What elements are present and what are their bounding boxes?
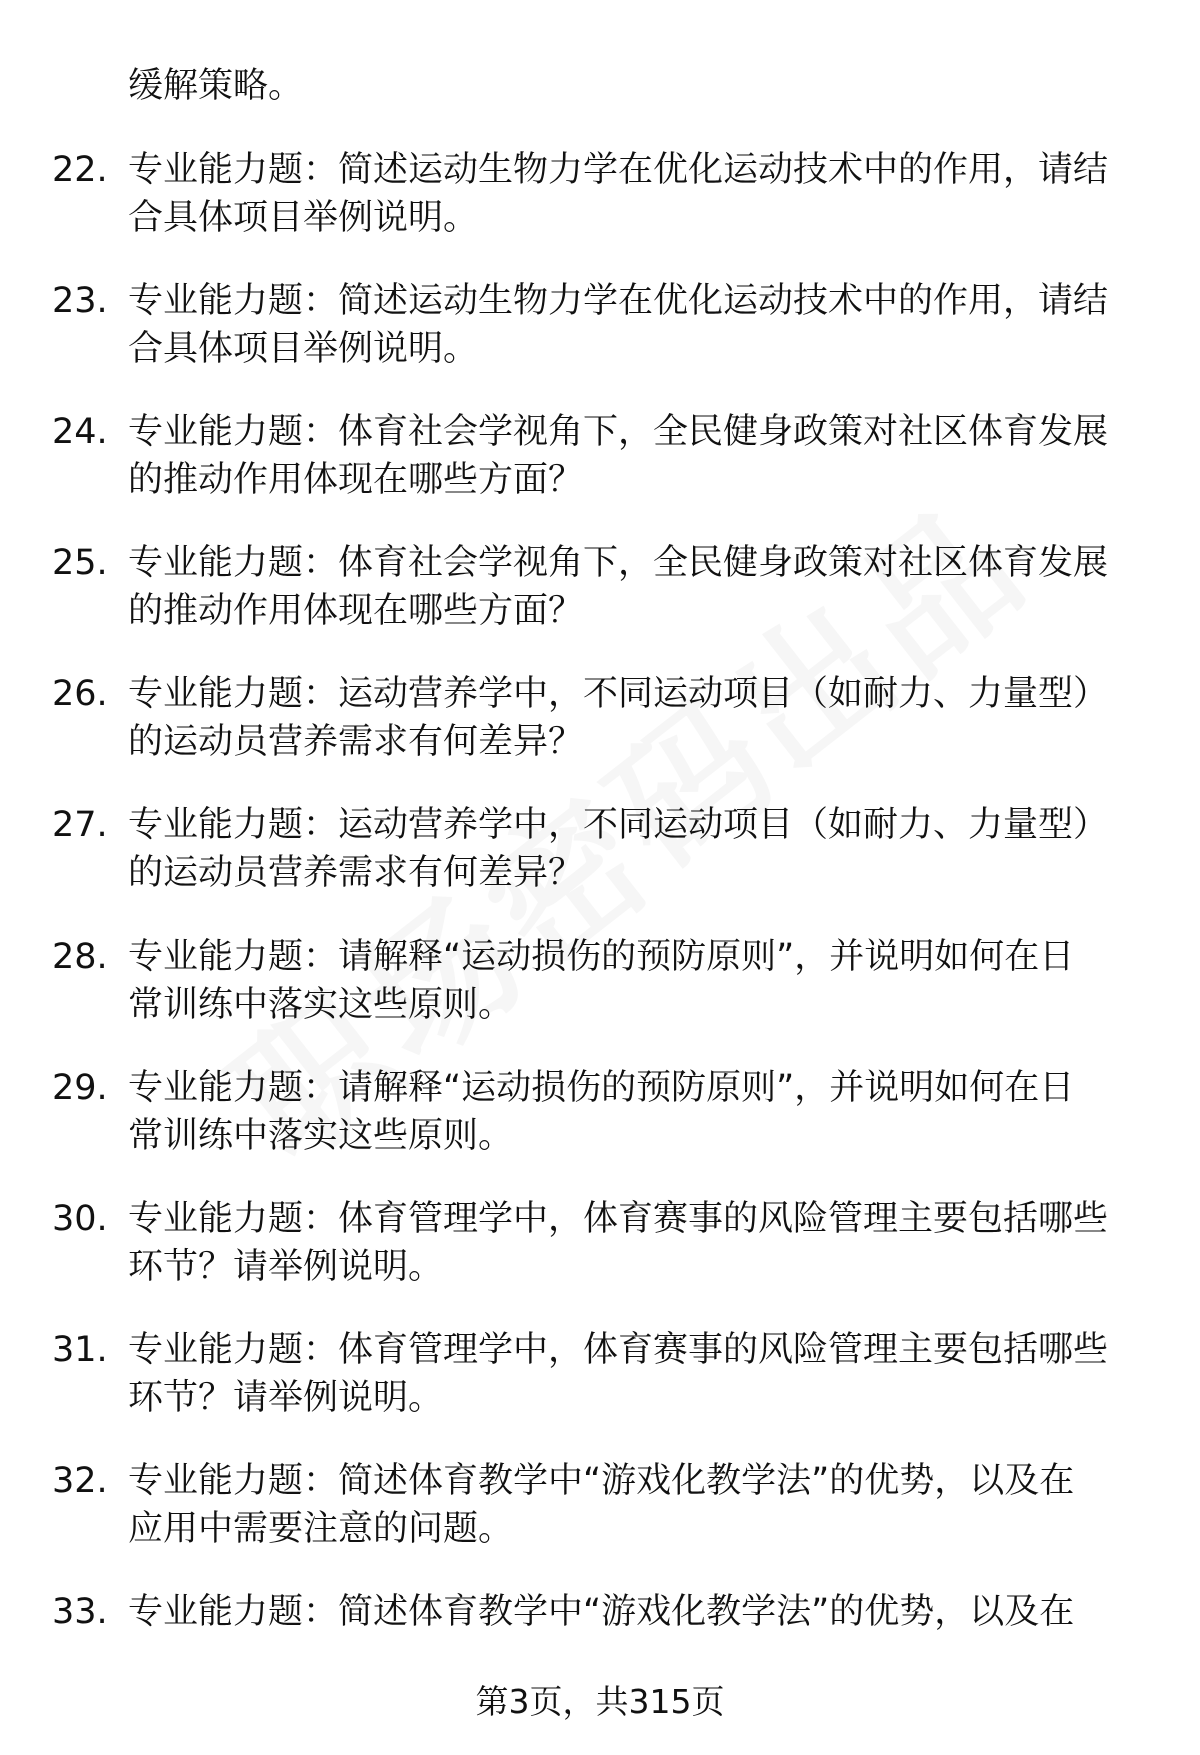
question-text [128, 408, 1138, 504]
question-number: 32. [52, 1460, 108, 1501]
question-item [0, 801, 1200, 932]
question-item [0, 146, 1200, 277]
question-item [0, 539, 1200, 670]
question-line: 专业能力题：简述体育教学中“游戏化教学法”的优势，以及在 [128, 1460, 1075, 1501]
question-number: 30. [52, 1198, 108, 1239]
question-line: 环节？请举例说明。 [128, 1377, 444, 1418]
continuation-text: 缓解策略。 [128, 66, 304, 106]
question-line: 专业能力题：运动营养学中，不同运动项目（如耐力、力量型） [128, 805, 1109, 846]
question-number: 31. [52, 1329, 108, 1370]
question-item [0, 1457, 1200, 1588]
question-item [0, 1195, 1200, 1326]
question-list [0, 146, 1200, 1719]
question-line: 合具体项目举例说明。 [128, 198, 479, 238]
question-item [0, 1064, 1200, 1195]
question-line: 专业能力题：体育社会学视角下，全民健身政策对社区体育发展 [128, 412, 1109, 453]
question-item [0, 408, 1200, 539]
question-text [128, 1064, 1138, 1160]
question-number: 24. [52, 412, 108, 453]
question-text [128, 1588, 1138, 1636]
question-item [0, 933, 1200, 1064]
question-number: 33. [52, 1592, 108, 1633]
question-text [128, 277, 1138, 373]
question-item [0, 1326, 1200, 1457]
question-text [128, 146, 1138, 242]
question-line: 常训练中落实这些原则。 [128, 1115, 514, 1156]
question-line: 专业能力题：请解释“运动损伤的预防原则”，并说明如何在日 [128, 936, 1075, 977]
question-line: 的运动员营养需求有何差异？ [128, 722, 584, 763]
question-text [128, 801, 1138, 897]
question-line: 的推动作用体现在哪些方面？ [128, 460, 584, 501]
question-number: 27. [52, 805, 108, 846]
question-line: 专业能力题：体育管理学中，体育赛事的风险管理主要包括哪些 [128, 1198, 1109, 1239]
question-line: 专业能力题：体育社会学视角下，全民健身政策对社区体育发展 [128, 543, 1109, 584]
question-line: 环节？请举例说明。 [128, 1246, 444, 1287]
question-line: 专业能力题：简述体育教学中“游戏化教学法”的优势，以及在 [128, 1592, 1075, 1633]
question-text [128, 1326, 1138, 1422]
question-line: 合具体项目举例说明。 [128, 329, 479, 370]
question-number: 26. [52, 674, 108, 715]
question-line: 专业能力题：简述运动生物力学在优化运动技术中的作用，请结 [128, 150, 1109, 190]
question-number: 28. [52, 936, 108, 977]
question-line: 常训练中落实这些原则。 [128, 984, 514, 1025]
question-number: 22. [52, 150, 108, 190]
question-item [0, 277, 1200, 408]
question-line: 的运动员营养需求有何差异？ [128, 853, 584, 894]
question-text [128, 1457, 1138, 1553]
question-line: 专业能力题：简述运动生物力学在优化运动技术中的作用，请结 [128, 281, 1109, 322]
question-number: 29. [52, 1067, 108, 1108]
question-number: 23. [52, 281, 108, 322]
question-text [128, 670, 1138, 766]
question-line: 专业能力题：体育管理学中，体育赛事的风险管理主要包括哪些 [128, 1329, 1109, 1370]
question-text [128, 933, 1138, 1029]
question-text [128, 539, 1138, 635]
question-number: 25. [52, 543, 108, 584]
question-item [0, 670, 1200, 801]
page-footer: 第3页，共315页 [475, 1682, 725, 1721]
question-line: 专业能力题：运动营养学中，不同运动项目（如耐力、力量型） [128, 674, 1109, 715]
question-line: 专业能力题：请解释“运动损伤的预防原则”，并说明如何在日 [128, 1067, 1075, 1108]
question-text [128, 1195, 1138, 1291]
question-line: 的推动作用体现在哪些方面？ [128, 591, 584, 632]
question-line: 应用中需要注意的问题。 [128, 1508, 514, 1549]
